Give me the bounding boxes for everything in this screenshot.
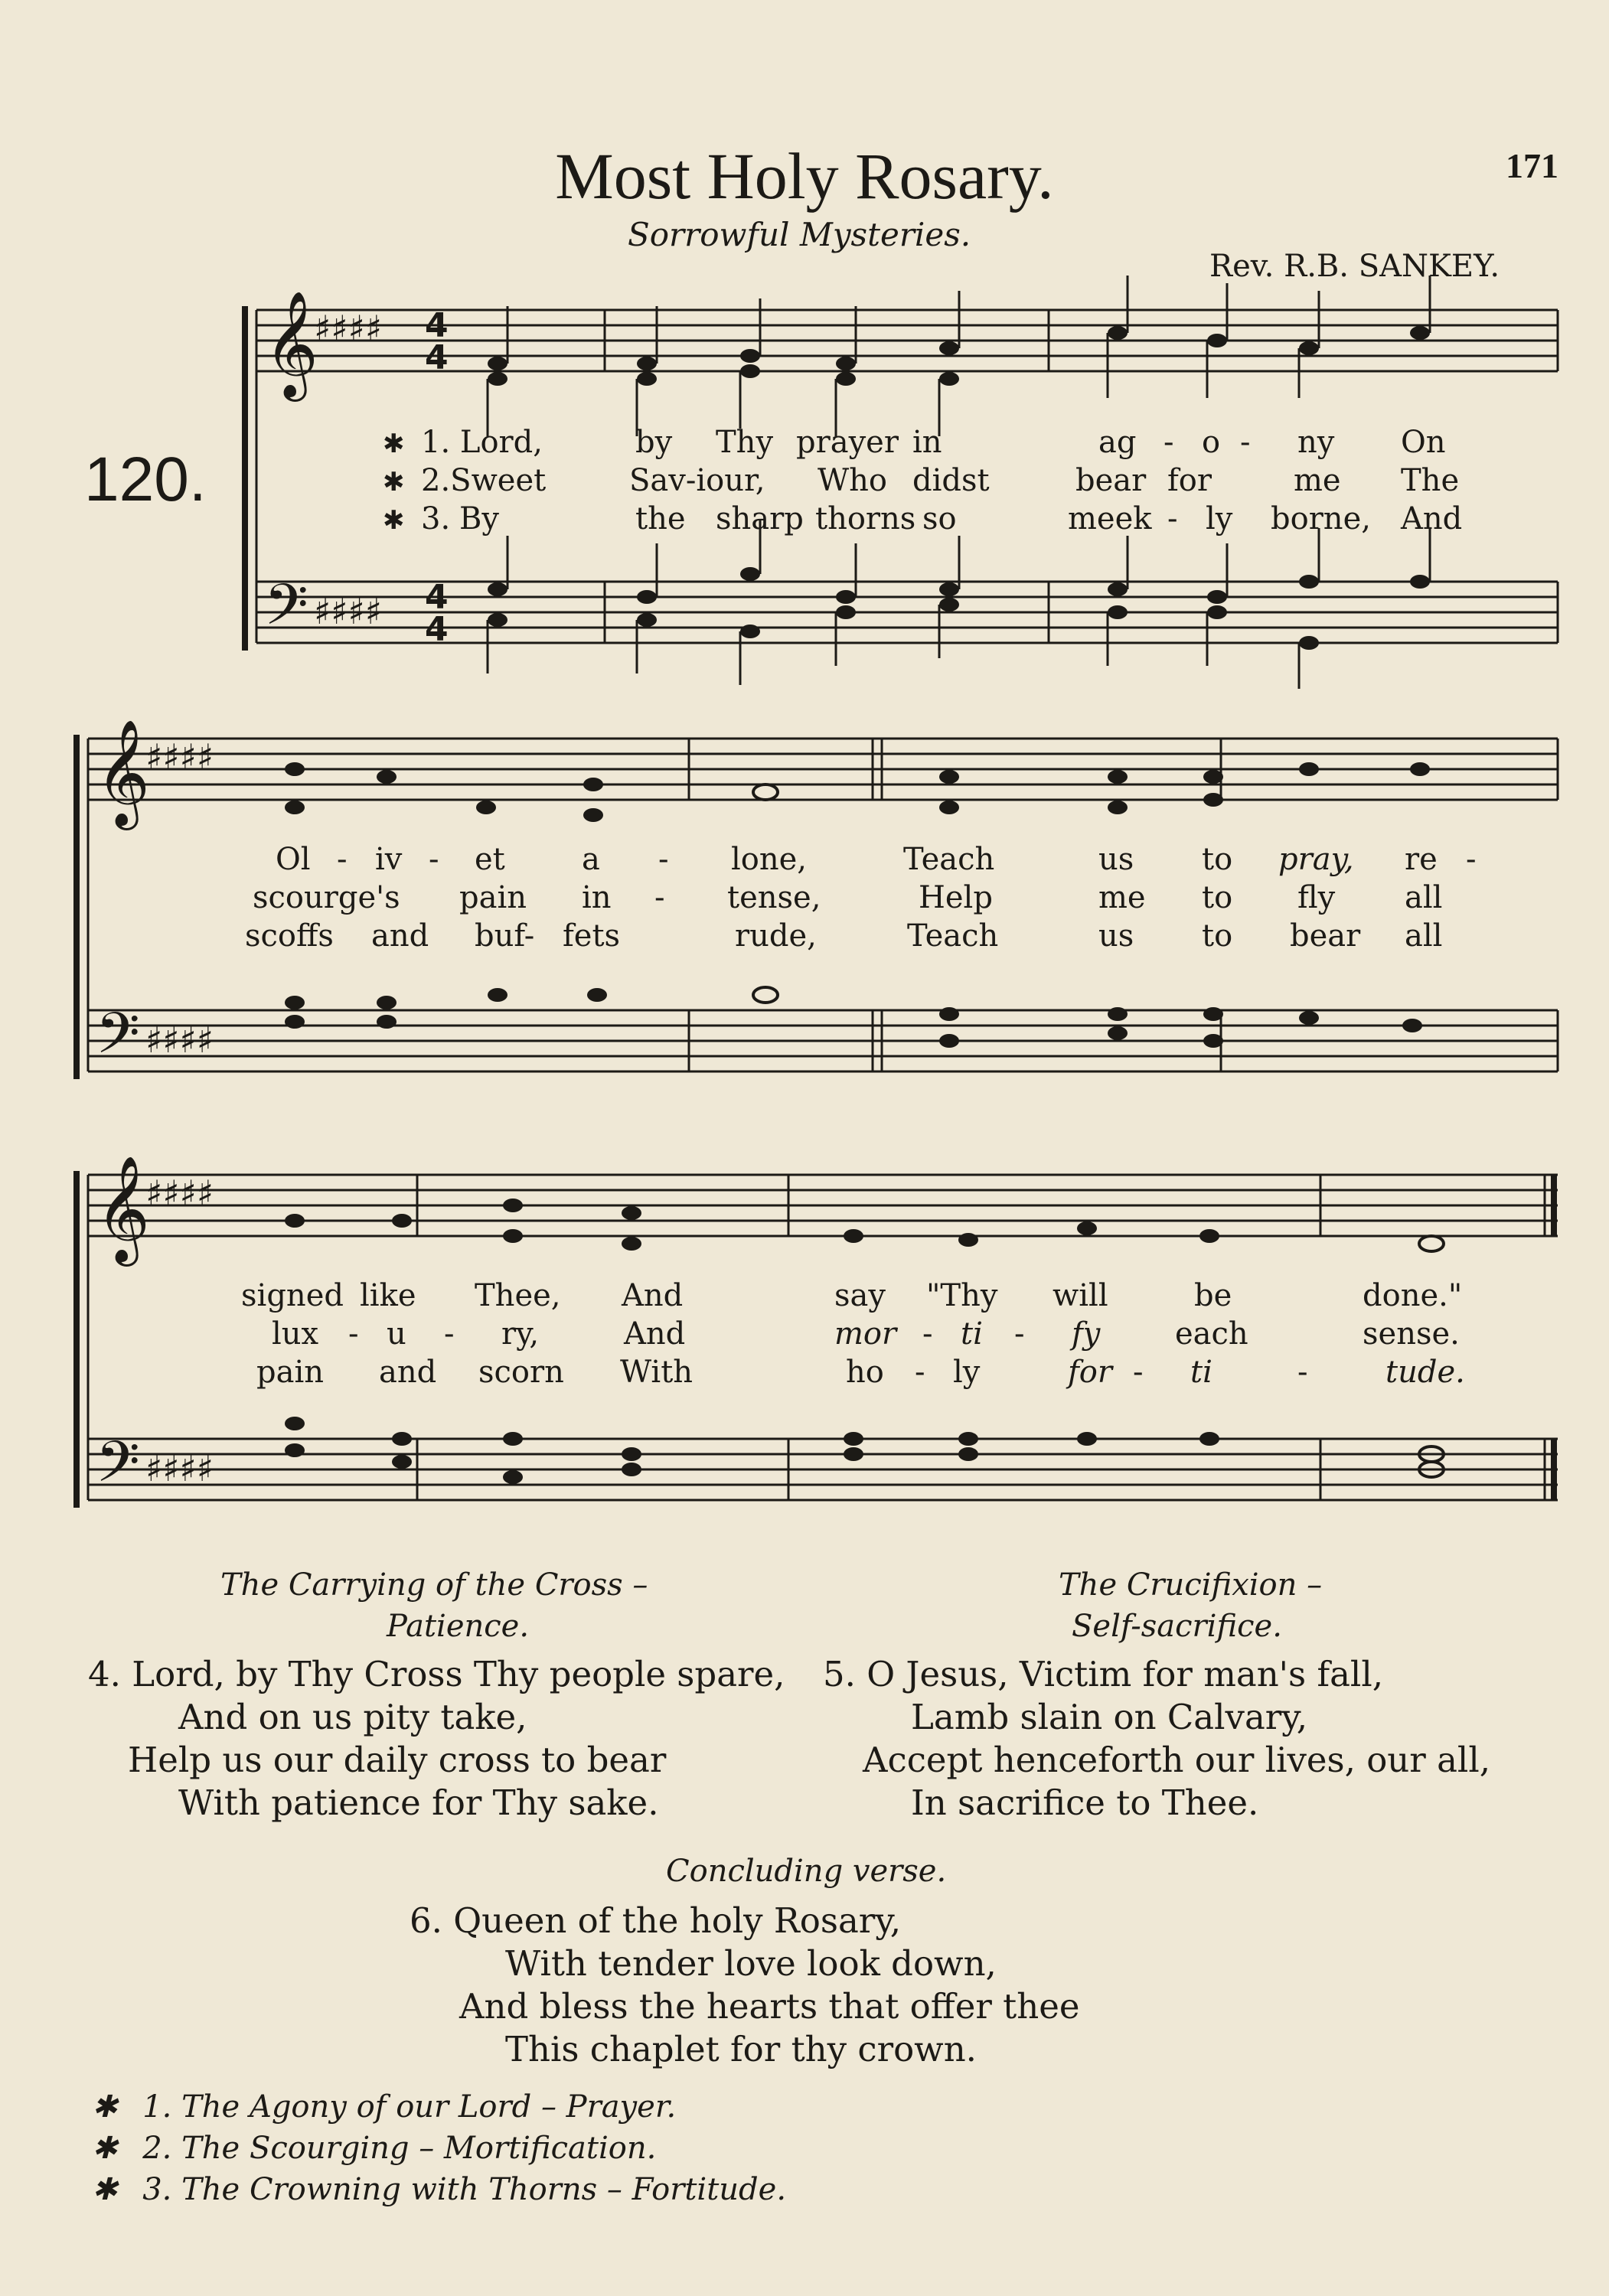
verse-3-line: ✱ 3. By the sharp thorns so meek - ly borne, And bbox=[383, 501, 1463, 536]
svg-text:4: 4 bbox=[425, 306, 449, 345]
stanza-6: 6. Queen of the holy Rosary, With tender love look down, And bless the hearts that offer thee This chaplet for thy crown. bbox=[410, 1900, 1080, 2069]
svg-text:𝄢: 𝄢 bbox=[96, 1429, 140, 1509]
stanza-4: 4. Lord, by Thy Cross Thy people spare, And on us pity take, Help us our daily cross to bear With patience for Thy sake. bbox=[88, 1654, 785, 1823]
hymn-subtitle: Sorrowful Mysteries. bbox=[628, 216, 971, 253]
caption-self-sacrifice: Self-sacrifice. bbox=[1072, 1609, 1282, 1644]
page-number: 171 bbox=[1506, 146, 1558, 185]
caption-crucifixion: The Crucifixion – bbox=[1059, 1567, 1323, 1603]
caption-carrying-cross: The Carrying of the Cross – bbox=[220, 1567, 648, 1603]
footnote-3: ✱ 3. The Crowning with Thorns – Fortitude. bbox=[92, 2172, 787, 2207]
footnote-2: ✱ 2. The Scourging – Mortification. bbox=[92, 2131, 657, 2166]
svg-text:4: 4 bbox=[425, 610, 449, 649]
svg-text:♯♯♯♯: ♯♯♯♯ bbox=[314, 591, 383, 632]
svg-text:♯♯♯♯: ♯♯♯♯ bbox=[145, 736, 214, 778]
concluding-verse-heading: Concluding verse. bbox=[666, 1854, 947, 1889]
svg-text:4: 4 bbox=[425, 338, 449, 377]
svg-text:♯♯♯♯: ♯♯♯♯ bbox=[314, 308, 383, 349]
verse-2-line: ✱ 2.Sweet Sav-iour, Who didst bear for me The bbox=[383, 463, 1460, 498]
footnotes bbox=[92, 2089, 786, 2213]
verse-1-line: ✱ 1. Lord, by Thy prayer in ag - o - ny On bbox=[383, 425, 1446, 460]
svg-text:𝄞: 𝄞 bbox=[96, 719, 150, 826]
stanza-5: 5. O Jesus, Victim for man's fall, Lamb slain on Calvary, Accept henceforth our lives, our all, In sacrifice to Thee. bbox=[823, 1654, 1491, 1823]
svg-text:♯♯♯♯: ♯♯♯♯ bbox=[145, 1448, 214, 1489]
hymn-number: 120. bbox=[84, 445, 207, 514]
composer-credit: Rev. R.B. SANKEY. bbox=[1209, 249, 1500, 284]
caption-patience: Patience. bbox=[387, 1609, 530, 1644]
svg-text:𝄢: 𝄢 bbox=[264, 572, 308, 652]
svg-text:𝄢: 𝄢 bbox=[96, 1000, 140, 1081]
svg-text:𝄞: 𝄞 bbox=[264, 291, 318, 397]
page-title: Most Holy Rosary. bbox=[555, 139, 1054, 213]
svg-text:4: 4 bbox=[425, 578, 449, 617]
footnote-1: ✱ 1. The Agony of our Lord – Prayer. bbox=[92, 2089, 677, 2125]
svg-text:𝄞: 𝄞 bbox=[96, 1156, 150, 1262]
svg-text:♯♯♯♯: ♯♯♯♯ bbox=[145, 1019, 214, 1061]
svg-text:♯♯♯♯: ♯♯♯♯ bbox=[145, 1172, 214, 1214]
